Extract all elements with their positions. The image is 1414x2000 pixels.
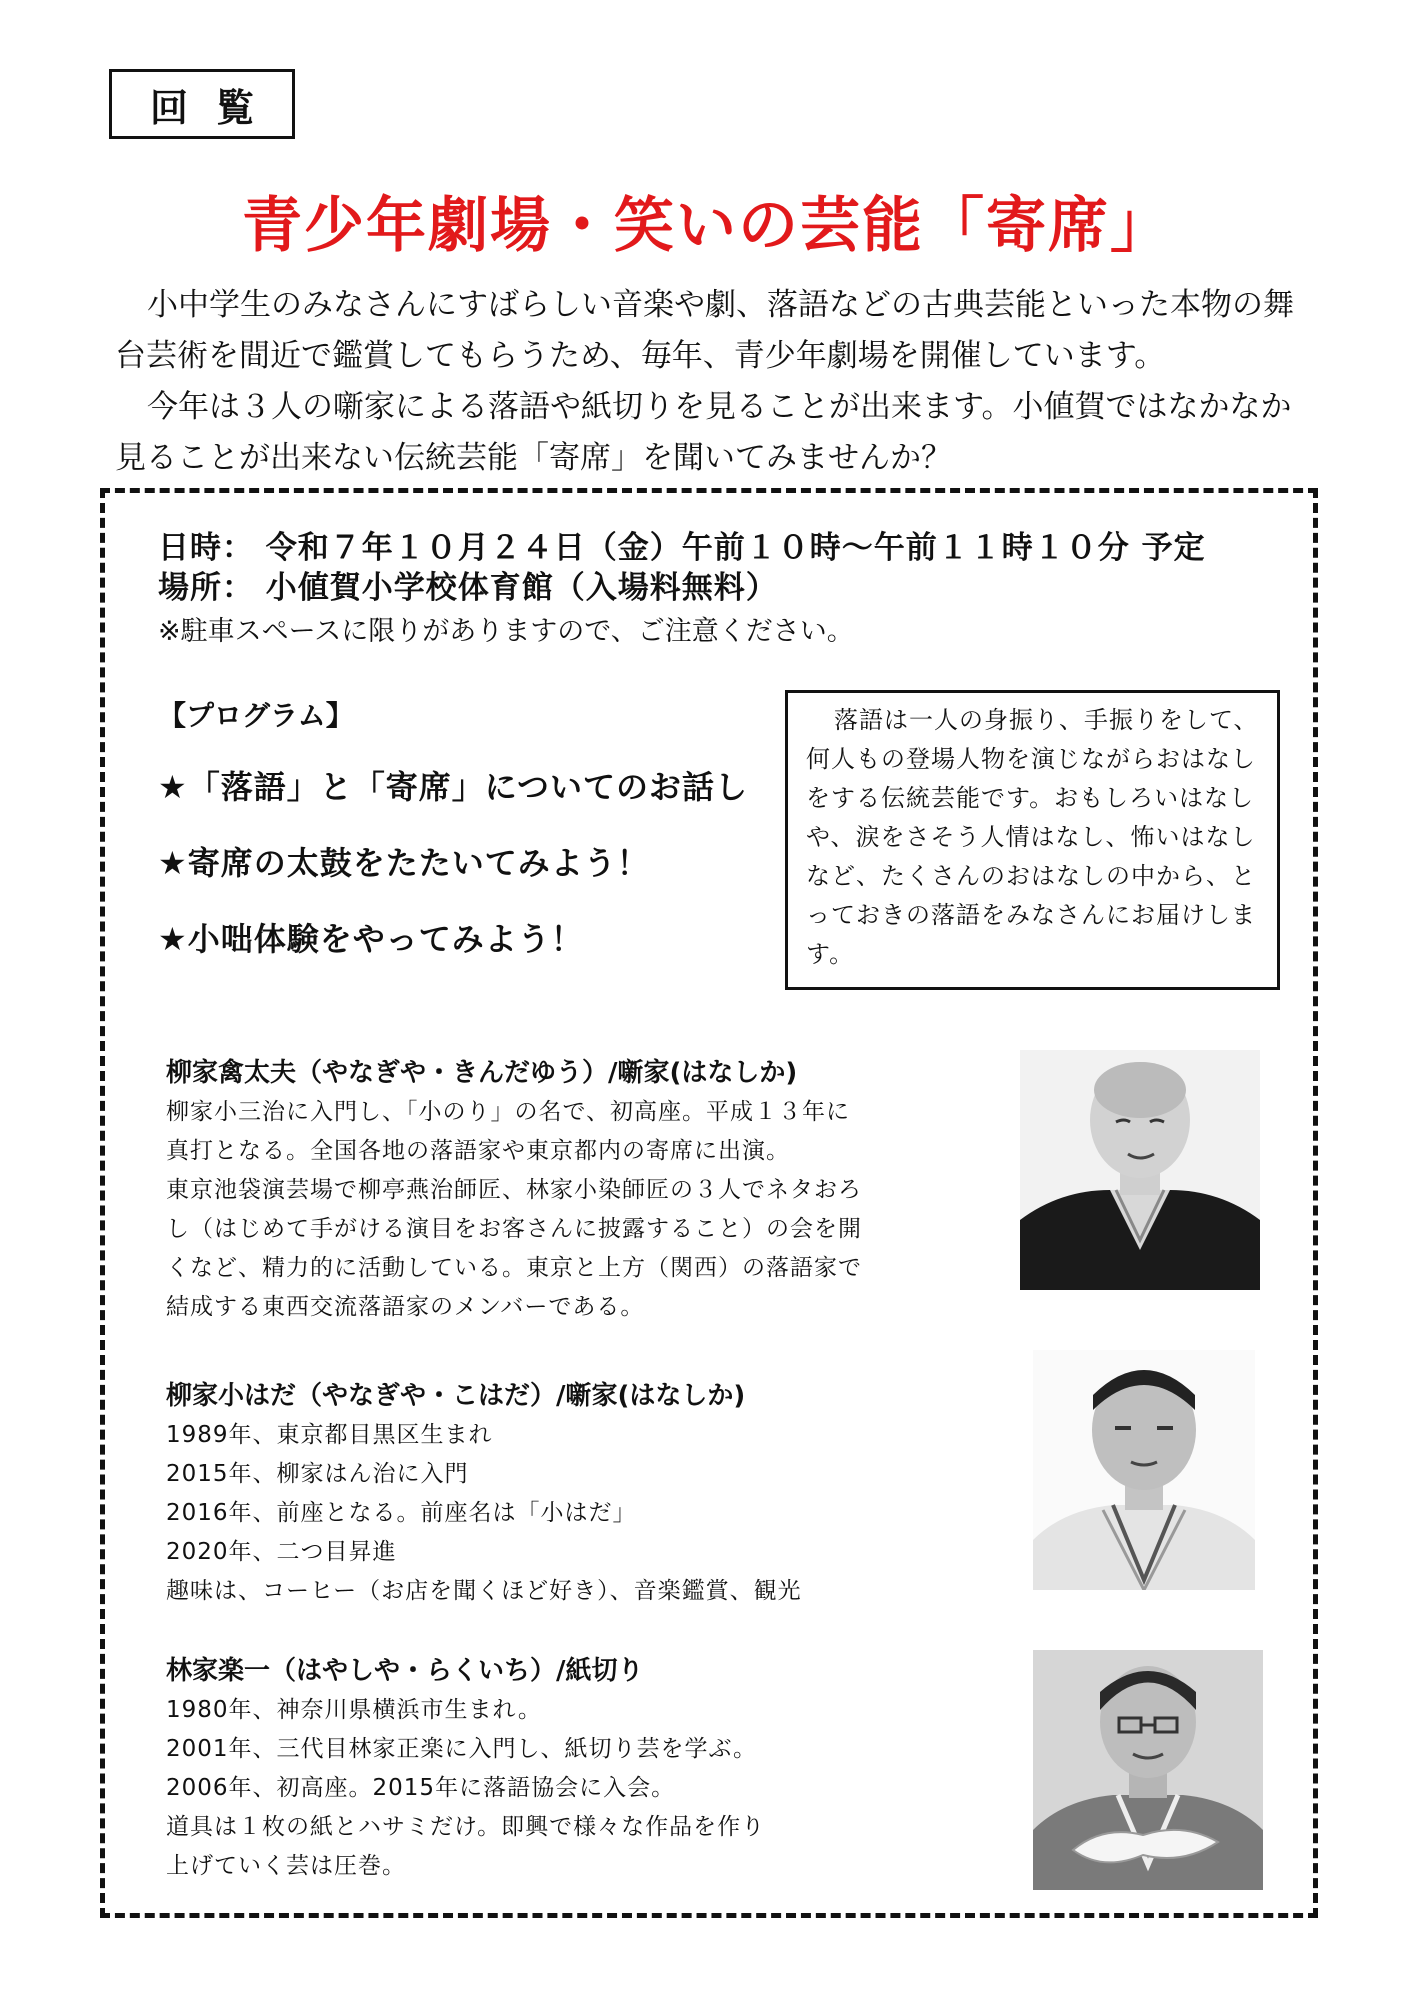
photo-kohada [1033,1350,1255,1590]
bio-line: 結成する東西交流落語家のメンバーである。 [166,1294,645,1320]
bio-line: くなど、精力的に活動している。東京と上方（関西）の落語家で [166,1255,862,1281]
event-datetime: 日時： 令和７年１０月２４日（金）午前１０時～午前１１時１０分 予定 [158,530,1206,566]
performer-name: 柳家禽太夫（やなぎや・きんだゆう）/噺家(はなしか) [166,1058,798,1088]
performer-bio [166,1691,966,1886]
photo-kindayu [1020,1050,1260,1290]
kairan-label: 回覧 [109,69,295,139]
page-title: 青少年劇場・笑いの芸能「寄席」 [242,191,1172,261]
performer-bio [166,1093,966,1327]
bio-line: 2001年、三代目林家正楽に入門し、紙切り芸を学ぶ。 [166,1736,757,1762]
performer-kindayu [166,1052,966,1327]
bio-line: 柳家小三治に入門し、「小のり」の名で、初高座。平成１３年に [166,1099,851,1125]
program-heading: 【プログラム】 [158,699,354,732]
bio-line: 2015年、柳家はん治に入門 [166,1461,469,1487]
performer-bio [166,1416,966,1611]
performer-name: 柳家小はだ（やなぎや・こはだ）/噺家(はなしか) [166,1381,746,1411]
intro-paragraph: 今年は３人の噺家による落語や紙切りを見ることが出来ます。小値賀ではなかなか見ることが出来ない伝統芸能「寄席」を聞いてみませんか？ [115,389,1292,476]
bio-line: 趣味は、コーヒー（お店を聞くほど好き）、音楽鑑賞、観光 [166,1578,802,1604]
program-item: ★小咄体験をやってみよう！ [158,920,584,958]
rakugo-description-box [785,690,1280,990]
bio-line: 道具は１枚の紙とハサミだけ。即興で様々な作品を作り [166,1814,766,1840]
program-item: ★寄席の太鼓をたたいてみよう！ [158,844,650,882]
parking-note: ※駐車スペースに限りがありますので、ご注意ください。 [158,616,854,647]
bio-line: 東京池袋演芸場で柳亭燕治師匠、林家小染師匠の３人でネタおろ [166,1177,862,1203]
program-item: ★「落語」と「寄席」についてのお話し [158,768,749,806]
bio-line: し（はじめて手がける演目をお客さんに披露すること）の会を開 [166,1216,862,1242]
intro-text [115,280,1315,484]
performer-name: 林家楽一（はやしや・らくいち）/紙切り [166,1656,644,1686]
photo-rakuichi [1033,1650,1263,1890]
event-place: 場所： 小値賀小学校体育館（入場料無料） [158,570,778,606]
bio-line: 2020年、二つ目昇進 [166,1539,397,1565]
intro-paragraph: 小中学生のみなさんにすばらしい音楽や劇、落語などの古典芸能といった本物の舞台芸術を間近で鑑賞してもらうため、毎年、青少年劇場を開催しています。 [115,287,1294,374]
bio-line: 上げていく芸は圧巻。 [166,1853,406,1879]
bio-line: 1989年、東京都目黒区生まれ [166,1422,493,1448]
bio-line: 2016年、前座となる。前座名は「小はだ」 [166,1500,637,1526]
bio-line: 1980年、神奈川県横浜市生まれ。 [166,1697,542,1723]
bio-line: 2006年、初高座。2015年に落語協会に入会。 [166,1775,676,1801]
performer-kohada [166,1375,966,1611]
event-info [158,528,1206,652]
performer-rakuichi [166,1650,966,1886]
bio-line: 真打となる。全国各地の落語家や東京都内の寄席に出演。 [166,1138,790,1164]
rakugo-description: 落語は一人の身振り、手振りをして、何人もの登場人物を演じながらおはなしをする伝統芸能です。おもしろいはなしや、涙をさそう人情はなし、怖いはなしなど、たくさんのおはなしの中から、とっておきの落語をみなさんにお届けします。 [806,706,1259,968]
